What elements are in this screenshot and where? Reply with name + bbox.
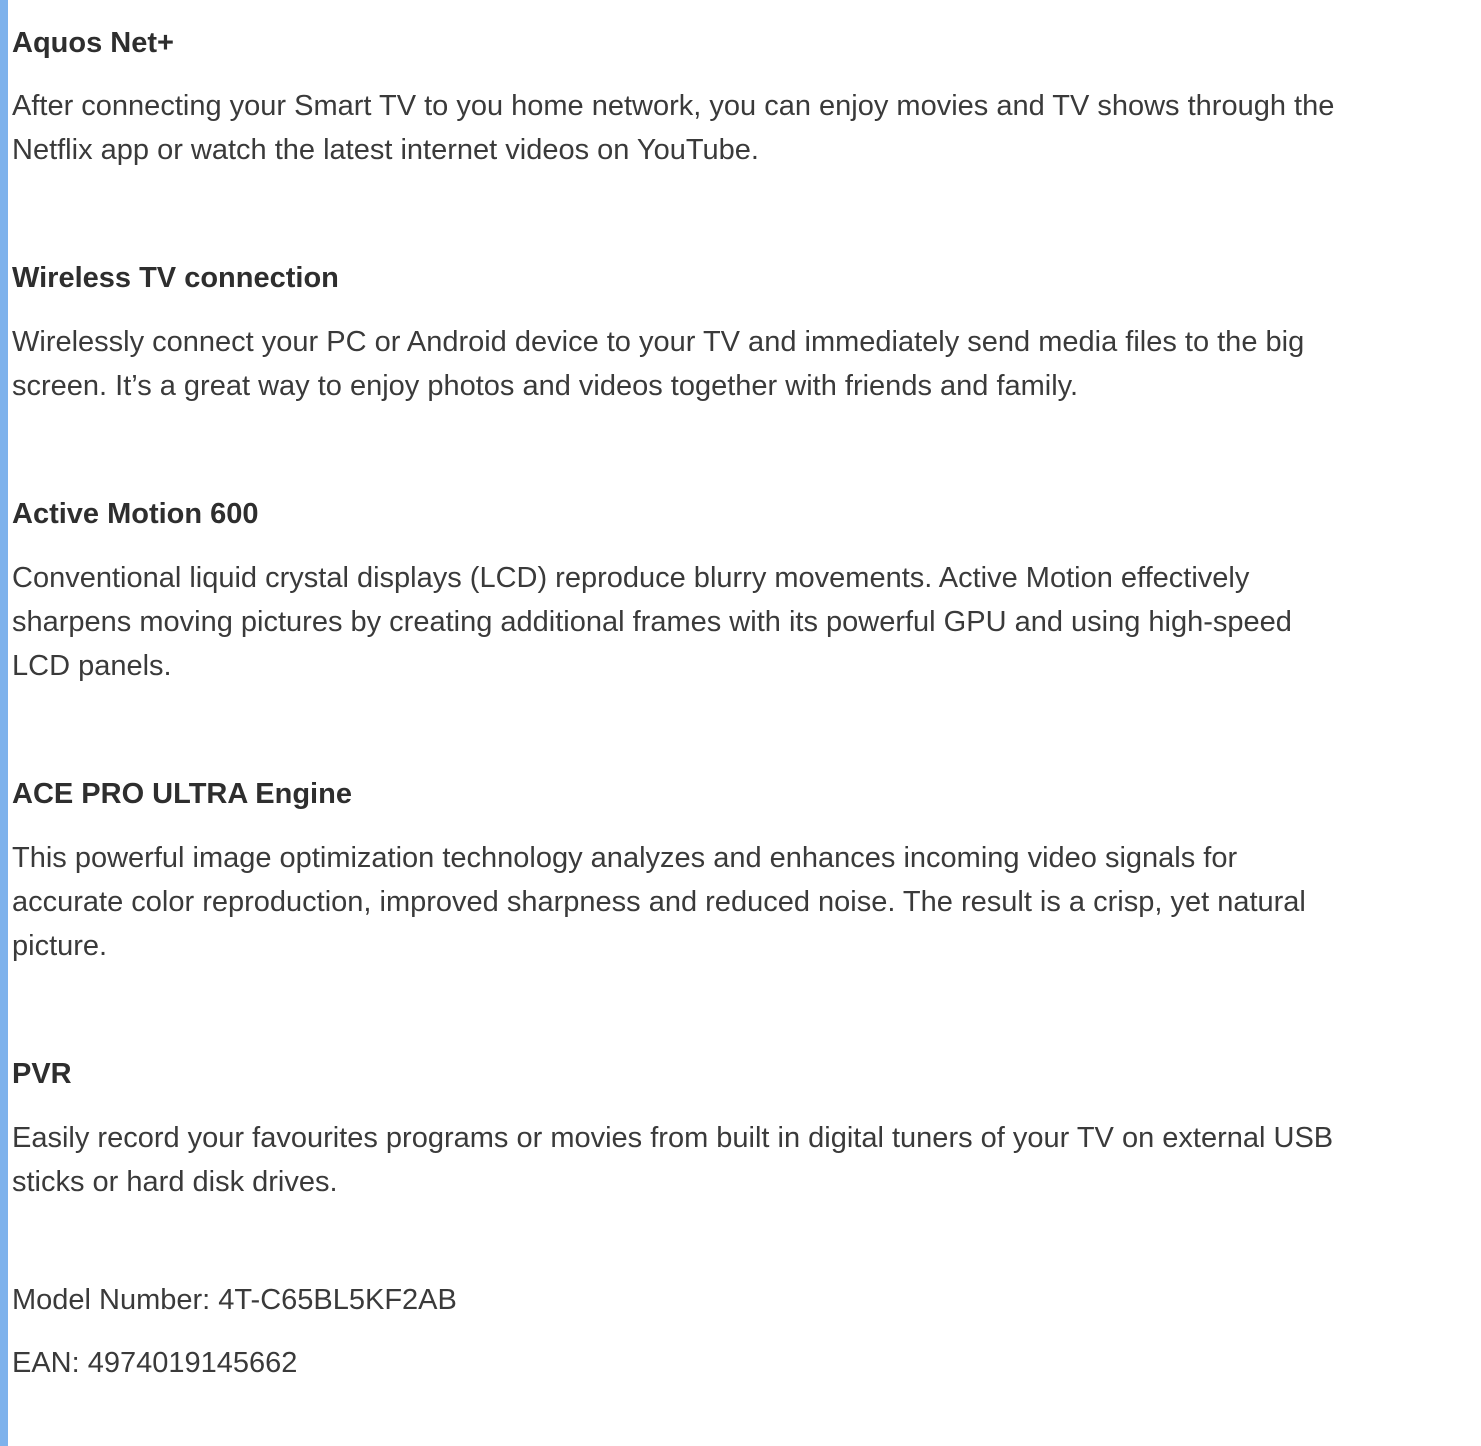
text-line: Wirelessly connect your PC or Android device to your TV and immediately send media files to the big (12, 326, 1305, 358)
text-line: After connecting your Smart TV to you home network, you can enjoy movies and TV shows through the (12, 90, 1335, 122)
text-line: LCD panels. (12, 650, 172, 682)
section-heading-pvr: PVR (12, 1058, 72, 1090)
text-line: This powerful image optimization technology analyzes and enhances incoming video signals for (12, 842, 1238, 874)
ean-code: EAN: 4974019145662 (12, 1347, 298, 1379)
text-line: Conventional liquid crystal displays (LCD) reproduce blurry movements. Active Motion effectively (12, 562, 1250, 594)
section-text-pvr (12, 1116, 1481, 1204)
section-text-aquos-net (12, 84, 1481, 172)
text-line: accurate color reproduction, improved sharpness and reduced noise. The result is a crisp, yet natural (12, 886, 1306, 918)
text-line: sticks or hard disk drives. (12, 1166, 338, 1198)
text-line: picture. (12, 930, 108, 962)
section-heading-ace-pro-ultra: ACE PRO ULTRA Engine (12, 778, 352, 810)
section-heading-aquos-net: Aquos Net+ (12, 27, 174, 59)
section-text-active-motion (12, 556, 1481, 688)
text-line: Easily record your favourites programs or movies from built in digital tuners of your TV on external USB (12, 1122, 1334, 1154)
text-line: screen. It’s a great way to enjoy photos and videos together with friends and family. (12, 370, 1079, 402)
section-heading-active-motion: Active Motion 600 (12, 498, 259, 530)
text-line: Netflix app or watch the latest internet videos on YouTube. (12, 134, 759, 166)
section-text-ace-pro-ultra (12, 836, 1481, 968)
section-heading-wireless-tv: Wireless TV connection (12, 262, 339, 294)
model-number: Model Number: 4T-C65BL5KF2AB (12, 1284, 457, 1316)
text-line: sharpens moving pictures by creating additional frames with its powerful GPU and using high-speed (12, 606, 1292, 638)
section-text-wireless-tv (12, 320, 1481, 408)
blockquote-bar (0, 0, 8, 1446)
